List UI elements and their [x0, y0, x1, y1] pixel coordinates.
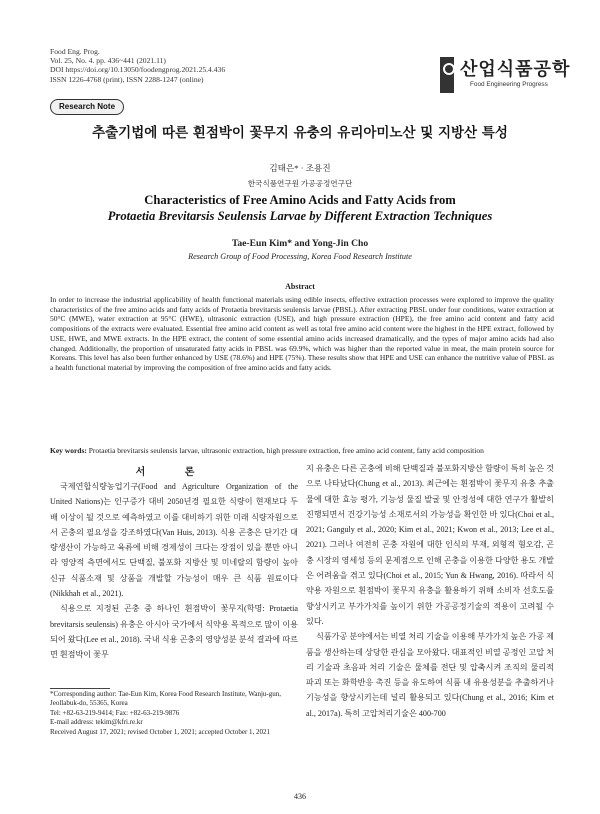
- keywords-text: Protaetia brevitarsis seulensis larvae, ultrasonic extraction, high pressure extraction, free amino acid content, fatty acid composition: [88, 446, 484, 455]
- english-title: [0, 193, 600, 224]
- logo-mark-icon: [440, 57, 454, 93]
- footnote-phone: Tel: +82-63-219-9414; Fax: +82-63-219-9876: [50, 708, 180, 717]
- left-paragraph-1: 국제연합식량농업기구(Food and Agriculture Organization of the United Nations)는 인구증가 대비 2050년경 필요한 식량이 현재보다 두 배 이상이 될 것으로 예측하였고 이를 대비하기 위한 미래 식량자원으로서 곤충의 필요성을 강조하였다(Van Huis, 2013). 식용 곤충은 단기간 대량생산이 가능하고 육류에 비해 경제성이 크다는 장점이 있을 뿐만 아니라 영양적 측면에서도 단백질, 불포화 지방산 및 미네랄의 함량이 높아 신규 식품소재 및 상품을 개발할 가능성이 매우 큰 식품 원료이다(Nikkhah et al., 2021).: [50, 482, 298, 599]
- left-column: [50, 479, 298, 663]
- journal-doi[interactable]: DOI https://doi.org/10.13050/foodengprog.2021.25.4.436: [50, 65, 226, 75]
- journal-issn: ISSN 1226-4768 (print), ISSN 2288-1247 (online): [50, 74, 204, 84]
- section-title: 서 론: [135, 467, 213, 478]
- footnote-dates: Received August 17, 2021; revised October 1, 2021; accepted October 1, 2021: [50, 727, 271, 736]
- journal-volume: Vol. 25, No. 4. pp. 436~441 (2021.11): [50, 56, 166, 66]
- page-number: 436: [294, 792, 306, 801]
- left-paragraph-2: 식용으로 지정된 곤충 중 하나인 흰점박이 꽃무지(학명: Protaetia brevitarsis seulensis) 유충은 아시아 국가에서 식약용 목적으로 많이 이용되어 왔다(Lee et al., 2018). 국내 식용 곤충의 영양성분 분석 결과에 따르면 흰점박이 꽃무: [50, 604, 298, 660]
- keywords-label: Key words:: [50, 446, 87, 455]
- logo-title: 산업식품공학: [460, 59, 571, 80]
- footnote: [50, 690, 298, 737]
- footnote-email[interactable]: E-mail address: tekim@kfri.re.kr: [50, 718, 143, 727]
- korean-title: 추출기법에 따른 흰점박이 꽃무지 유충의 유리아미노산 및 지방산 특성: [92, 125, 508, 141]
- journal-logo: [440, 55, 571, 97]
- abstract-heading: Abstract: [285, 282, 315, 291]
- korean-authors: 김태은* · 조용진: [269, 163, 331, 173]
- journal-name: Food Eng. Prog.: [50, 47, 100, 56]
- footnote-corresponding: *Corresponding author: Tae-Eun Kim, Korea Food Research Institute, Wanju-gun, Jeollabuk-do, 55365, Korea: [50, 690, 281, 708]
- keywords: [50, 446, 554, 456]
- english-authors: Tae-Eun Kim* and Yong-Jin Cho: [231, 238, 369, 249]
- english-title-line2: Protaetia Brevitarsis Seulensis Larvae by Different Extraction Techniques: [107, 208, 493, 223]
- english-title-line1: Characteristics of Free Amino Acids and Fatty Acids from: [144, 193, 456, 207]
- abstract-body: In order to increase the industrial applicability of health functional materials using edible insects, effective extraction processes were explored to improve the quality characteristics of the free amino acids and fatty acids of Protaetia brevitarsis seulensis larvae (PBSL). After extracting PBSL under four conditions, water extraction at 50°C (MWE), water extraction at 95°C (HWE), ultrasonic extraction (USE), and high pressure extraction (HPE), the free amino acid content and fatty acid compositions of the extracts were evaluated. Essential free amino acid content as well as total free amino acid content were the highest in the HPE extract, followed by USE, HWE, and MWE extracts. In the HPE extract, the content of some essential amino acids increased dramatically, and the types of major amino acids had also changed. Additionally, the proportion of unsaturated fatty acids in PBSL was 69.9%, which was higher than the reported value in meat, the main protein source for Koreans. This level has also been further enhanced by USE (78.6%) and HPE (75%). These results show that HPE and USE can enhance the nutritive value of PBSL as a health functional material by improving the composition of free amino acids and fatty acids.: [50, 295, 554, 372]
- right-column: [306, 461, 554, 721]
- right-paragraph-2: 식품가공 분야에서는 비열 처리 기술을 이용해 부가가치 높은 가공 제품을 생산하는데 상당한 관심을 모아왔다. 대표적인 비열 공정인 고압 처리 기술과 초음파 처리 기술은 물체를 전단 및 압축시켜 조직의 물리적 파괴 또는 화학반응 촉진 등을 유도하여 식품 내 유용성분을 추출하거나 기능성을 향상시키는데 널리 활용되고 있다(Chung et al., 2016; Kim et al., 2017a). 특히 고압처리기술은 400-700: [306, 632, 554, 718]
- footnote-divider: [50, 688, 110, 689]
- journal-meta: [50, 47, 225, 84]
- right-paragraph-1: 지 유충은 다른 곤충에 비해 단백질과 불포화지방산 함량이 특히 높은 것으로 나타났다(Chung et al., 2013). 최근에는 흰점박이 꽃무지 유충 추출물에 대한 효능 평가, 기능성 물질 발굴 및 안정성에 대한 연구가 활발히 진행되면서 건강기능성 소재로서의 가능성을 확인한 바 있다(Choi et al., 2021; Ganguly et al., 2020; Kim et al., 2021; Kwon et al., 2013; Lee et al., 2021). 그러나 여전히 곤충 자원에 대한 인식의 부재, 외형적 혐오감, 곤충 시장의 영세성 등의 문제점으로 인해 곤충을 이용한 다양한 용도 개발은 어려움을 겪고 있다(Choi et al., 2015; Yun & Hwang, 2016). 따라서 식약용 자원으로 흰점박이 꽃무지 유충을 활용하기 위해 소비자 선호도를 향상시키고 부가가치를 높이기 위한 가공공정기술의 적용이 고려될 수 있다.: [306, 464, 554, 626]
- article-type-badge: Research Note: [50, 99, 124, 115]
- korean-affiliation: 한국식품연구원 가공공정연구단: [247, 179, 353, 188]
- logo-subtitle: Food Engineering Progress: [470, 81, 548, 88]
- english-affiliation: Research Group of Food Processing, Korea Food Research Institute: [188, 252, 412, 261]
